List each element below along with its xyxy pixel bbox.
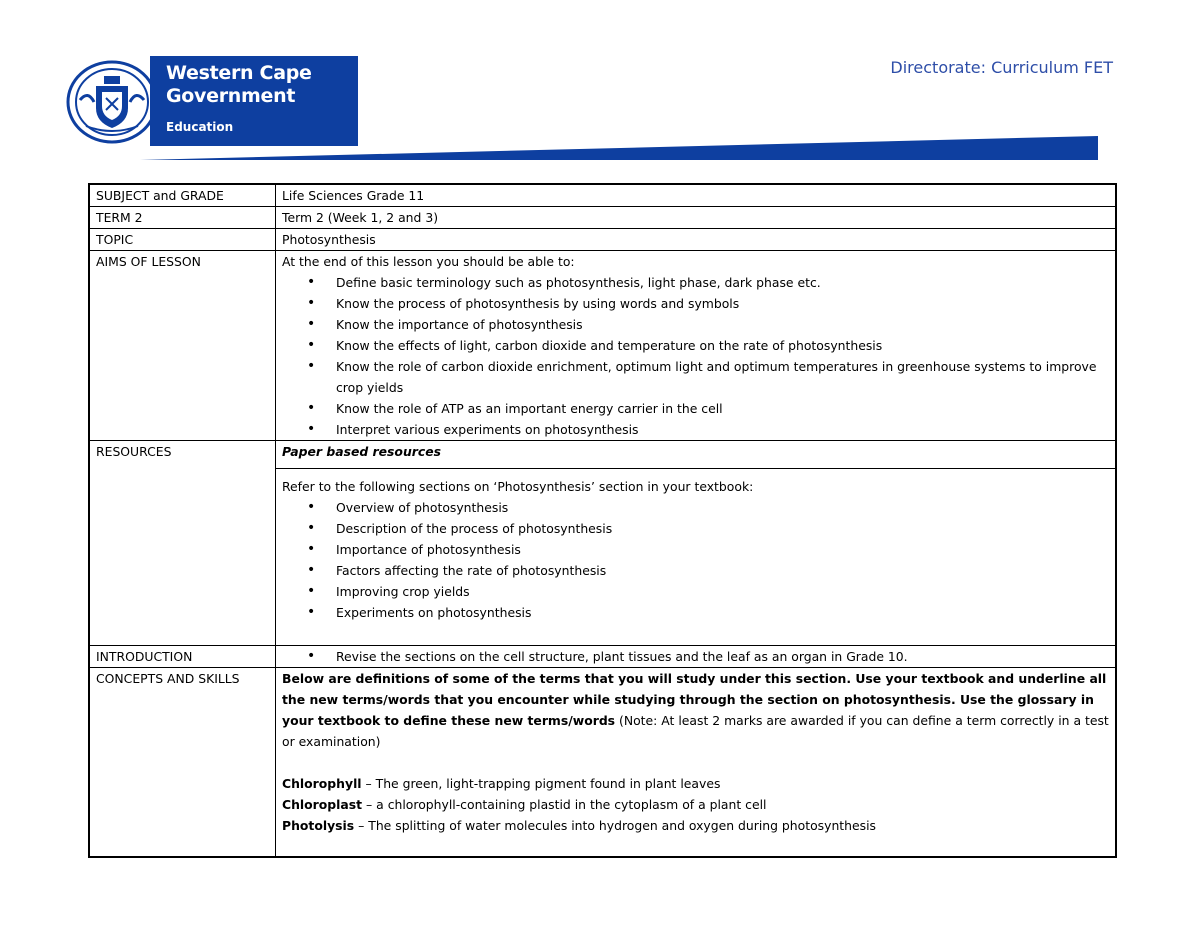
term-value: Term 2 (Week 1, 2 and 3) <box>276 207 1117 229</box>
instructions-bold: Below are definitions of some of the terms that you will study under this section. Use your textbook and underline all the new terms/words that you encounter while studying through the section on photosynthesis. Use the glossary in your textbook to define these new terms/words <box>282 671 1107 728</box>
definition-text: The green, light-trapping pigment found in plant leaves <box>375 776 721 791</box>
introduction-cell <box>276 646 1117 668</box>
lesson-plan-table <box>88 183 1117 858</box>
list-item: • Description of the process of photosynthesis <box>336 518 1109 539</box>
resources-intro: Refer to the following sections on ‘Photosynthesis’ section in your textbook: <box>282 479 754 494</box>
logo-banner <box>150 56 358 146</box>
coat-of-arms-icon <box>66 60 158 144</box>
definition-separator: – <box>354 818 369 833</box>
definition-separator: – <box>361 776 376 791</box>
list-item: • Overview of photosynthesis <box>336 497 1109 518</box>
list-item: • Improving crop yields <box>336 581 1109 602</box>
list-item: • Know the role of carbon dioxide enrichment, optimum light and optimum temperatures in greenhouse systems to improve crop yields <box>336 356 1109 398</box>
instructions-note: (Note: At least 2 marks are awarded if you can define a term correctly in a test or examination) <box>282 713 1109 749</box>
definition-term: Photolysis <box>282 818 355 833</box>
subject-value: Life Sciences Grade 11 <box>276 184 1117 207</box>
logo-line-1: Western Cape <box>166 62 312 84</box>
logo-title <box>166 62 312 108</box>
row-label: SUBJECT and GRADE <box>89 184 276 207</box>
header-swoosh <box>140 136 1098 162</box>
definition-text: The splitting of water molecules into hydrogen and oxygen during photosynthesis <box>368 818 876 833</box>
definition-item <box>282 794 1109 815</box>
table-row <box>89 184 1116 207</box>
table-row <box>89 229 1116 251</box>
list-item: • Know the process of photosynthesis by using words and symbols <box>336 293 1109 314</box>
introduction-list <box>282 646 1109 667</box>
definition-term: Chloroplast <box>282 797 363 812</box>
directorate-label: Directorate: Curriculum FET <box>890 58 1113 77</box>
row-label: TERM 2 <box>89 207 276 229</box>
wcg-logo <box>66 56 358 146</box>
resources-heading: Paper based resources <box>282 444 441 459</box>
row-label: INTRODUCTION <box>89 646 276 668</box>
concepts-cell <box>276 668 1117 858</box>
list-item: • Interpret various experiments on photosynthesis <box>336 419 1109 440</box>
aims-list <box>282 272 1109 440</box>
table-row <box>89 441 1116 646</box>
list-item: • Know the role of ATP as an important energy carrier in the cell <box>336 398 1109 419</box>
table-row <box>89 251 1116 441</box>
row-label: TOPIC <box>89 229 276 251</box>
list-item: • Experiments on photosynthesis <box>336 602 1109 623</box>
resources-cell <box>276 441 1117 646</box>
aims-cell <box>276 251 1117 441</box>
row-label: RESOURCES <box>89 441 276 646</box>
definition-separator: – <box>362 797 377 812</box>
row-label: CONCEPTS AND SKILLS <box>89 668 276 858</box>
list-item: • Factors affecting the rate of photosynthesis <box>336 560 1109 581</box>
logo-department: Education <box>166 120 234 134</box>
list-item: • Know the importance of photosynthesis <box>336 314 1109 335</box>
list-item: • Define basic terminology such as photosynthesis, light phase, dark phase etc. <box>336 272 1109 293</box>
list-item: • Revise the sections on the cell structure, plant tissues and the leaf as an organ in Grade 10. <box>336 646 1109 667</box>
row-label: AIMS OF LESSON <box>89 251 276 441</box>
aims-intro: At the end of this lesson you should be able to: <box>282 254 575 269</box>
definition-text: a chlorophyll-containing plastid in the cytoplasm of a plant cell <box>376 797 767 812</box>
definition-item <box>282 773 1109 794</box>
resources-list <box>282 497 1109 623</box>
logo-line-2: Government <box>166 85 296 107</box>
spacer <box>282 752 1109 773</box>
definition-item <box>282 815 1109 836</box>
definition-term: Chlorophyll <box>282 776 362 791</box>
list-item: • Importance of photosynthesis <box>336 539 1109 560</box>
inner-divider <box>276 468 1115 476</box>
table-row <box>89 646 1116 668</box>
list-item: • Know the effects of light, carbon dioxide and temperature on the rate of photosynthesis <box>336 335 1109 356</box>
topic-value: Photosynthesis <box>276 229 1117 251</box>
table-row <box>89 668 1116 858</box>
table-row <box>89 207 1116 229</box>
concepts-instructions <box>282 668 1109 752</box>
